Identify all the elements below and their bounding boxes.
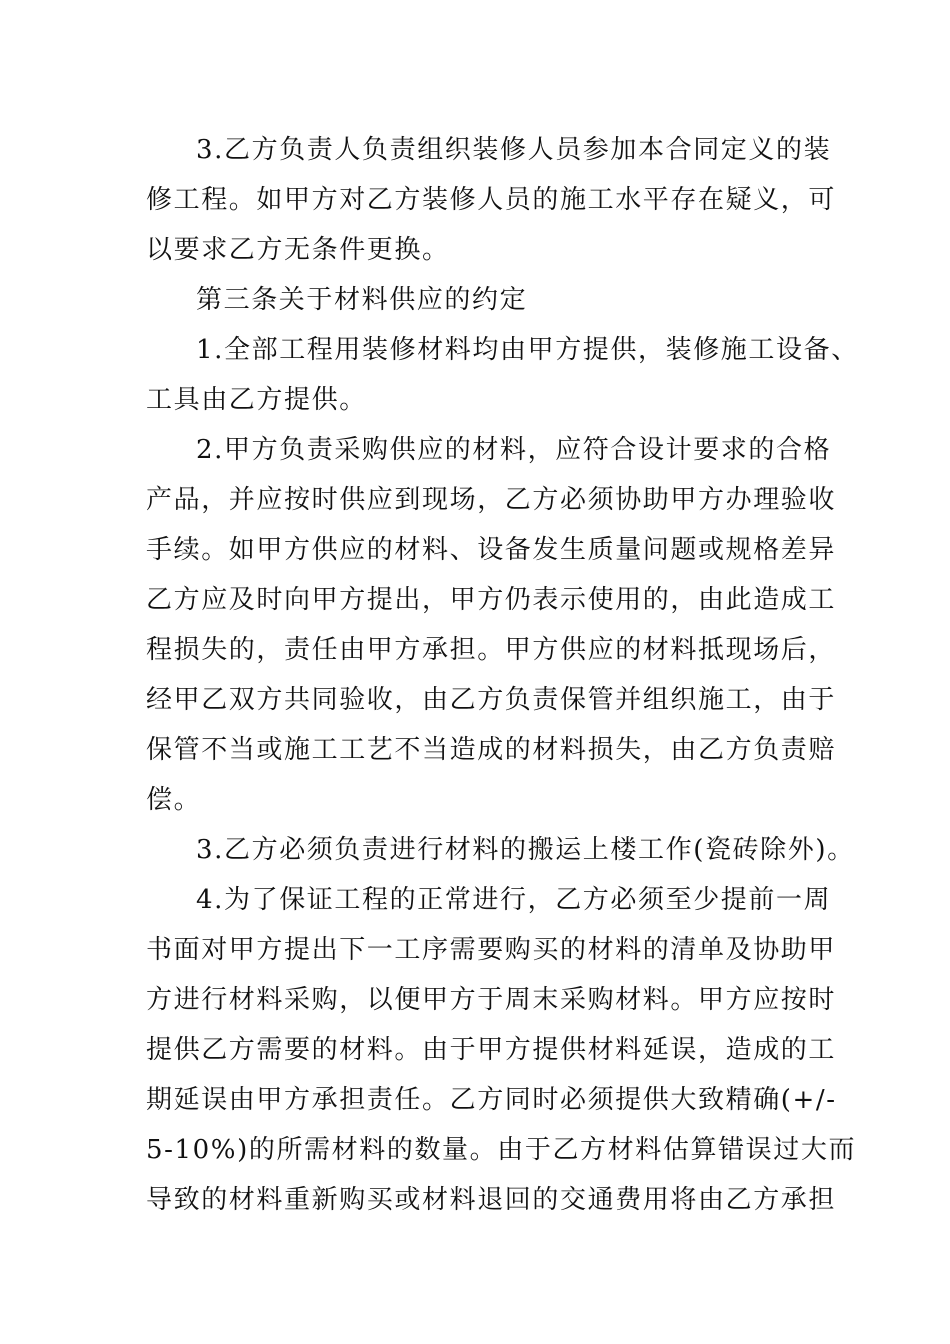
text-line: 4.为了保证工程的正常进行，乙方必须至少提前一周 <box>196 885 832 915</box>
section-heading: 第三条关于材料供应的约定 <box>196 285 528 315</box>
text-line: 期延误由甲方承担责任。乙方同时必须提供大致精确(+/- <box>146 1085 837 1115</box>
text-line: 保管不当或施工工艺不当造成的材料损失，由乙方负责赔 <box>146 735 837 765</box>
text-line: 3.乙方负责人负责组织装修人员参加本合同定义的装 <box>196 135 832 165</box>
text-line: 导致的材料重新购买或材料退回的交通费用将由乙方承担 <box>146 1185 837 1215</box>
text-line: 1.全部工程用装修材料均由甲方提供，装修施工设备、 <box>196 335 859 365</box>
text-line: 乙方应及时向甲方提出，甲方仍表示使用的，由此造成工 <box>146 585 837 615</box>
text-line: 以要求乙方无条件更换。 <box>146 235 450 265</box>
text-line: 经甲乙双方共同验收，由乙方负责保管并组织施工，由于 <box>146 685 837 715</box>
text-line: 工具由乙方提供。 <box>146 385 367 415</box>
text-line: 方进行材料采购，以便甲方于周末采购材料。甲方应按时 <box>146 985 837 1015</box>
text-line: 手续。如甲方供应的材料、设备发生质量问题或规格差异 <box>146 535 837 565</box>
text-line: 程损失的，责任由甲方承担。甲方供应的材料抵现场后， <box>146 635 837 665</box>
text-line: 偿。 <box>146 785 202 815</box>
text-line: 2.甲方负责采购供应的材料，应符合设计要求的合格 <box>196 435 832 465</box>
text-line: 3.乙方必须负责进行材料的搬运上楼工作(瓷砖除外)。 <box>196 835 855 865</box>
text-line: 5-10%)的所需材料的数量。由于乙方材料估算错误过大而 <box>146 1135 857 1165</box>
text-line: 提供乙方需要的材料。由于甲方提供材料延误，造成的工 <box>146 1035 837 1065</box>
text-line: 产品，并应按时供应到现场，乙方必须协助甲方办理验收 <box>146 485 837 515</box>
text-line: 书面对甲方提出下一工序需要购买的材料的清单及协助甲 <box>146 935 837 965</box>
text-line: 修工程。如甲方对乙方装修人员的施工水平存在疑义，可 <box>146 185 837 215</box>
